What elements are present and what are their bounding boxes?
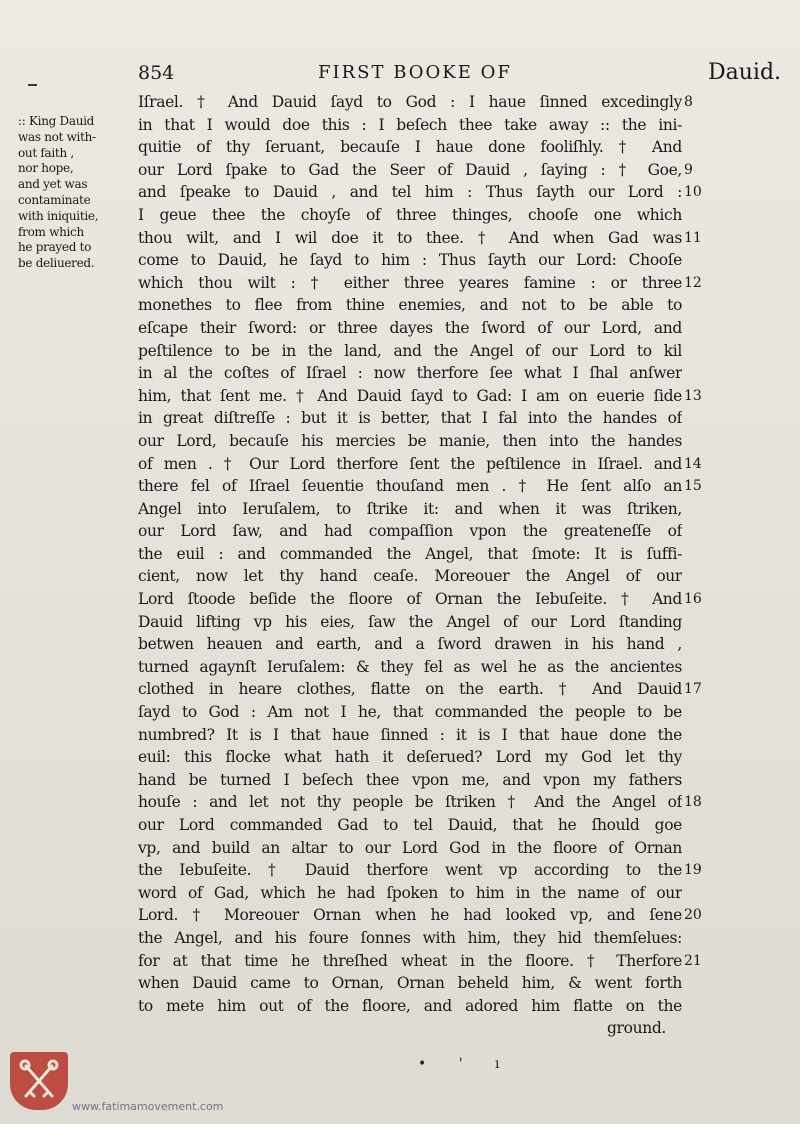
verse-number — [684, 204, 714, 227]
verse-number — [684, 633, 714, 656]
verse-number: 15 — [684, 478, 702, 495]
verse-number — [684, 995, 714, 1018]
verse-number — [684, 724, 714, 747]
verse-number: 18 — [684, 794, 702, 811]
verse-number — [684, 611, 714, 634]
marginal-note-line: was not with- — [18, 129, 96, 144]
marginal-note-line: he prayed to — [18, 240, 92, 255]
text-line: of men . † Our Lord therfore ſent the peſtilence in Iſrael. and — [138, 454, 682, 473]
marginal-note — [18, 114, 136, 272]
text-line: thou wilt, and I wil doe it to thee. † And when Gad was — [138, 228, 682, 247]
text-line: word of Gad, which he had ſpoken to him in the name of our — [138, 883, 682, 902]
verse-number: 13 — [684, 387, 702, 404]
verse-number — [684, 430, 714, 453]
body-text — [138, 91, 682, 1040]
marginal-note-line: from which — [18, 224, 84, 239]
verse-number — [684, 407, 714, 430]
verse-number — [684, 565, 714, 588]
marginal-note-line: out faith , — [18, 145, 74, 160]
text-line: in al the coſtes of Iſrael : now therfore ſee what I ſhal anſwer — [138, 364, 682, 383]
verse-number — [684, 769, 714, 792]
text-line: the euil : and commanded the Angel, that ſmote: It is ſuffi- — [138, 544, 682, 563]
verse-number — [684, 136, 714, 159]
text-line: houſe : and let not thy people be ſtriken † And the Angel of — [138, 793, 682, 812]
text-line: our Lord, becauſe his mercies be manie, then into the handes — [138, 431, 682, 450]
marginal-note-line: be deliuered. — [18, 256, 95, 271]
verse-number: 20 — [684, 907, 702, 924]
text-line: our Lord commanded Gad to tel Dauid, that he ſhould goe — [138, 816, 682, 834]
verse-number — [684, 340, 714, 363]
watermark-url[interactable]: www.fatimamovement.com — [72, 1100, 224, 1113]
verse-number: 8 — [684, 94, 693, 110]
text-line: the Angel, and his foure ſonnes with him, they hid themſelues: — [138, 928, 682, 947]
text-line: in that I would doe this : I beſech thee take away :: the ini- — [138, 115, 682, 134]
text-line: monethes to flee from thine enemies, and not to be able to — [138, 296, 682, 315]
verse-number — [684, 927, 714, 950]
verse-number: 12 — [684, 274, 702, 291]
text-line: our Lord ſpake to Gad the Seer of Dauid , ſaying : † Goe, — [138, 160, 682, 179]
text-line: eſcape their ſword: or three dayes the ſword of our Lord, and — [138, 318, 682, 337]
marginal-note-line: :: King Dauid — [18, 114, 95, 128]
verse-number — [684, 317, 714, 340]
marginal-note-line: with iniquitie, — [18, 208, 99, 223]
text-line: him, that ſent me. † And Dauid ſayd to Gad: I am on euerie ſide — [138, 386, 682, 405]
text-line: Lord ſtoode beſide the floore of Ornan the Iebuſeite. † And — [138, 590, 682, 609]
verse-number — [684, 701, 714, 724]
verse-number: 17 — [684, 681, 702, 698]
verse-number: 14 — [684, 455, 702, 472]
text-line: vp, and build an altar to our Lord God in the floore of Ornan — [138, 838, 682, 857]
margin-dash — [28, 84, 37, 86]
text-line: ſayd to God : Am not I he, that commanded the people to be — [138, 703, 682, 722]
text-line: come to Dauid, he ſayd to him : Thus ſayth our Lord: Chooſe — [138, 251, 682, 270]
text-line: numbred? It is I that haue ſinned : it is I that haue done the — [138, 725, 682, 744]
verse-number — [684, 814, 714, 837]
text-line: which thou wilt : † either three yeares famine : or three — [138, 273, 682, 292]
text-line: turned agaynſt Ieruſalem: & they fel as wel he as the ancientes — [138, 657, 682, 676]
text-line: when Dauid came to Ornan, Ornan beheld him, & went forth — [138, 974, 682, 993]
verse-number: 21 — [684, 952, 702, 969]
verse-number — [684, 543, 714, 566]
text-line: quitie of thy ſeruant, becauſe I haue done fooliſhly. † And — [138, 138, 682, 157]
verse-number: 9 — [684, 161, 693, 178]
text-line: Angel into Ieruſalem, to ſtrike it: and when it was ſtriken, — [138, 499, 682, 518]
verse-number — [684, 882, 714, 905]
text-line: ground. — [606, 1019, 666, 1038]
verse-number — [684, 1017, 714, 1040]
marginal-note-line: contaminate — [18, 192, 91, 207]
verse-number — [684, 362, 714, 385]
text-line: euil: this flocke what hath it deſerued? Lord my God let thy — [138, 748, 682, 767]
verse-number: 10 — [684, 184, 702, 201]
running-head: Dauid. — [708, 60, 782, 85]
verse-number: 16 — [684, 591, 702, 608]
verse-number — [684, 114, 714, 137]
text-line: Lord. † Moreouer Ornan when he had looked vp, and ſene — [138, 906, 682, 925]
papal-keys-seal-icon — [10, 1052, 68, 1110]
verse-number — [684, 656, 714, 679]
verse-number: 11 — [684, 229, 702, 246]
text-line: to mete him out of the floore, and adored him flatte on the — [138, 996, 682, 1015]
verse-number — [684, 746, 714, 769]
verse-number — [684, 294, 714, 317]
text-line: Iſrael. † And Dauid ſayd to God : I haue ſinned excedingly — [138, 93, 682, 111]
text-line: our Lord ſaw, and had compaſſion vpon the greateneſſe of — [138, 522, 682, 541]
page-title: FIRST BOOKE OF — [318, 62, 512, 83]
verse-number — [684, 498, 714, 521]
verse-number — [684, 837, 714, 860]
text-line: clothed in heare clothes, flatte on the earth. † And Dauid — [138, 680, 682, 699]
verse-number-column — [684, 91, 714, 1040]
verse-number: 19 — [684, 862, 702, 879]
verse-number — [684, 249, 714, 272]
verse-number — [684, 520, 714, 543]
verse-number — [684, 972, 714, 995]
text-line: in great diſtreſſe : but it is better, that I fal into the handes of — [138, 409, 682, 428]
text-line: Dauid lifting vp his eies, ſaw the Angel of our Lord ſtanding — [138, 612, 682, 631]
text-line: there fel of Iſrael ſeuentie thouſand men . † He ſent alſo an — [138, 477, 682, 496]
text-line: I geue thee the choyſe of three thinges, chooſe one which — [138, 205, 682, 224]
text-line: for at that time he threſhed wheat in the floore. † Therfore — [138, 951, 682, 970]
text-line: betwen heauen and earth, and a ſword drawen in his hand , — [138, 635, 682, 654]
text-line: and ſpeake to Dauid , and tel him : Thus ſayth our Lord : — [138, 183, 682, 202]
text-line: peſtilence to be in the land, and the Angel of our Lord to kil — [138, 341, 682, 360]
text-line: the Iebuſeite. † Dauid therfore went vp according to the — [138, 861, 682, 880]
text-line: hand be turned I beſech thee vpon me, and vpon my fathers — [138, 770, 682, 789]
marginal-note-line: and yet was — [18, 177, 88, 192]
page-number: 854 — [138, 62, 175, 84]
marginal-note-line: nor hope, — [18, 161, 74, 176]
text-line: cient, now let thy hand ceaſe. Moreouer the Angel of our — [138, 567, 682, 586]
bottom-marks: • ' ı — [418, 1056, 514, 1072]
